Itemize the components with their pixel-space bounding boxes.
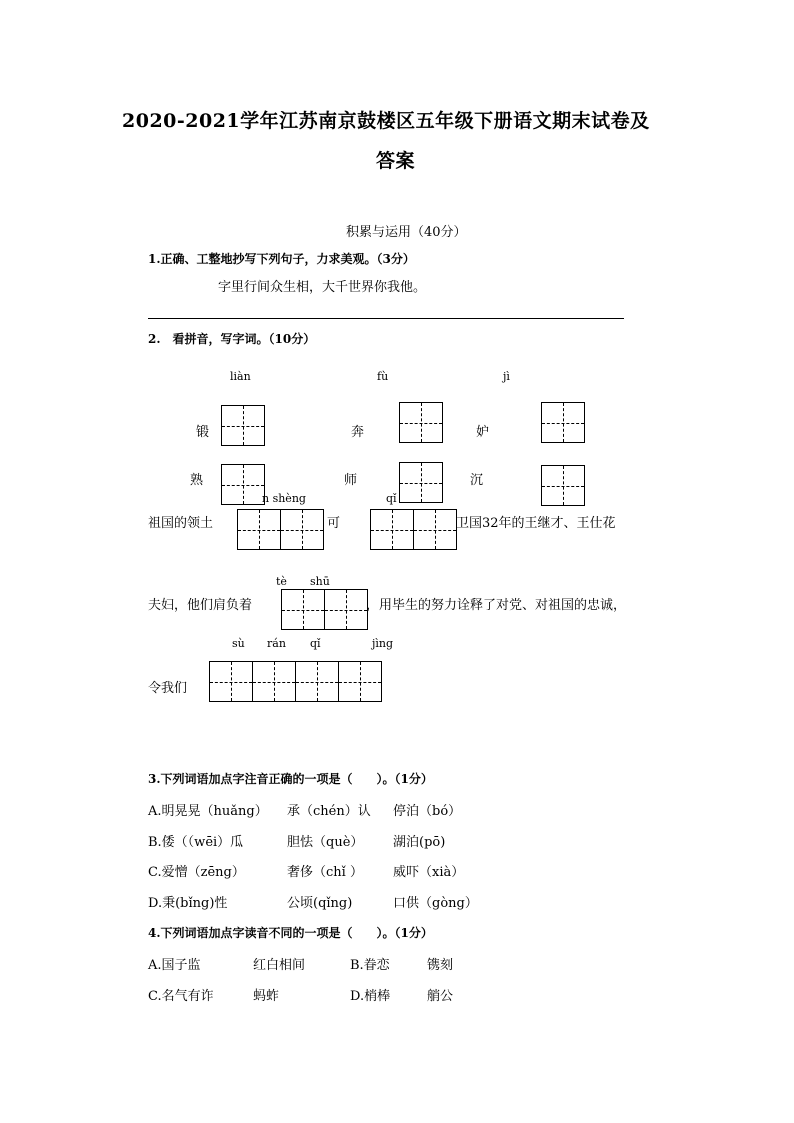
q4-option-d-1: D.梢棒: [350, 989, 391, 1004]
q4-option-a-2: 红白相间: [253, 958, 306, 973]
line3-text-a: 令我们: [148, 681, 188, 696]
write-box-row2-3[interactable]: [541, 465, 584, 506]
q1-prompt: 1.正确、工整地抄写下列句子，力求美观。（3分）: [148, 252, 415, 266]
q3-option-c-1: C.爱憎（zēng）: [148, 865, 245, 880]
q3-option-b-2: 胆怯（què）: [287, 835, 364, 850]
q3-option-d-2: 公顷(qǐng): [287, 896, 353, 911]
pinyin-line3-c: qǐ: [310, 637, 321, 650]
line2-text-a: 夫妇，他们肩负着: [148, 598, 253, 613]
doc-title-line1: 2020-2021学年江苏南京鼓楼区五年级下册语文期末试卷及: [122, 110, 650, 132]
char-row1-3: 妒: [476, 425, 490, 440]
doc-title-line2: 答案: [376, 150, 416, 172]
line1-text-b: 可: [327, 516, 341, 531]
q2-prompt: 2. 看拼音，写字词。（10分）: [148, 332, 316, 346]
pinyin-line1-a: n shèng: [262, 492, 306, 505]
pinyin-line1-b: qǐ: [386, 492, 397, 505]
write-box-line3[interactable]: [209, 661, 381, 702]
q3-option-c-3: 威吓（xià）: [393, 865, 465, 880]
q4-option-a-1: A.国子监: [148, 958, 201, 973]
char-row1-1: 锻: [196, 425, 210, 440]
write-box-row2-2[interactable]: [399, 462, 442, 503]
q4-option-c-1: C.名气有诈: [148, 989, 214, 1004]
write-box-row1-2[interactable]: [399, 402, 442, 443]
write-box-row1-3[interactable]: [541, 402, 584, 443]
q3-option-b-3: 湖泊(pō): [393, 835, 446, 850]
line1-text-a: 祖国的领土: [148, 516, 214, 531]
write-box-line1-b[interactable]: [370, 509, 456, 550]
char-row2-1: 熟: [190, 473, 204, 488]
q3-option-b-1: B.倭（（wēi）瓜: [148, 835, 244, 850]
q1-sentence: 字里行间众生相，大千世界你我他。: [218, 280, 427, 295]
q3-option-a-3: 停泊（bó）: [393, 804, 462, 819]
write-box-line1-a[interactable]: [237, 509, 323, 550]
pinyin-line3-b: rán: [267, 637, 286, 650]
pinyin-2: fù: [377, 370, 389, 383]
pinyin-line3-a: sù: [232, 637, 245, 650]
line1-text-c: 卫国32年的王继才、王仕花: [456, 516, 616, 531]
section-heading: 积累与运用（40分）: [346, 225, 467, 240]
char-row2-2: 师: [344, 473, 358, 488]
q3-option-d-1: D.秉(bǐng)性: [148, 896, 228, 911]
q4-prompt: 4.下列词语加点字读音不同的一项是（ ）。（1分）: [148, 926, 433, 940]
q1-answer-line: [148, 318, 624, 319]
pinyin-line3-d: jìng: [372, 637, 394, 650]
q3-option-a-1: A.明晃晃（huǎng）: [148, 804, 268, 819]
q4-option-c-2: 蚂蚱: [253, 989, 280, 1004]
pinyin-3: jì: [503, 370, 510, 383]
q4-option-b-1: B.眷恋: [350, 958, 390, 973]
pinyin-line2-b: shū: [310, 575, 330, 588]
pinyin-line2-a: tè: [276, 575, 287, 588]
q3-option-c-2: 奢侈（chǐ ）: [287, 865, 363, 880]
q3-prompt: 3.下列词语加点字注音正确的一项是（ ）。（1分）: [148, 772, 433, 786]
q4-option-d-2: 艄公: [427, 989, 454, 1004]
q3-option-d-3: 口供（gòng）: [393, 896, 478, 911]
write-box-line2[interactable]: [281, 589, 367, 630]
char-row1-2: 奔: [351, 425, 365, 440]
char-row2-3: 沉: [470, 473, 484, 488]
q3-option-a-2: 承（chén）认: [287, 804, 371, 819]
write-box-row2-1[interactable]: [221, 464, 264, 505]
q4-option-b-2: 镌刻: [427, 958, 454, 973]
line2-text-b: ，用毕生的努力诠释了对党、对祖国的忠诚，: [366, 598, 627, 613]
write-box-row1-1[interactable]: [221, 405, 264, 446]
pinyin-1: liàn: [230, 370, 251, 383]
